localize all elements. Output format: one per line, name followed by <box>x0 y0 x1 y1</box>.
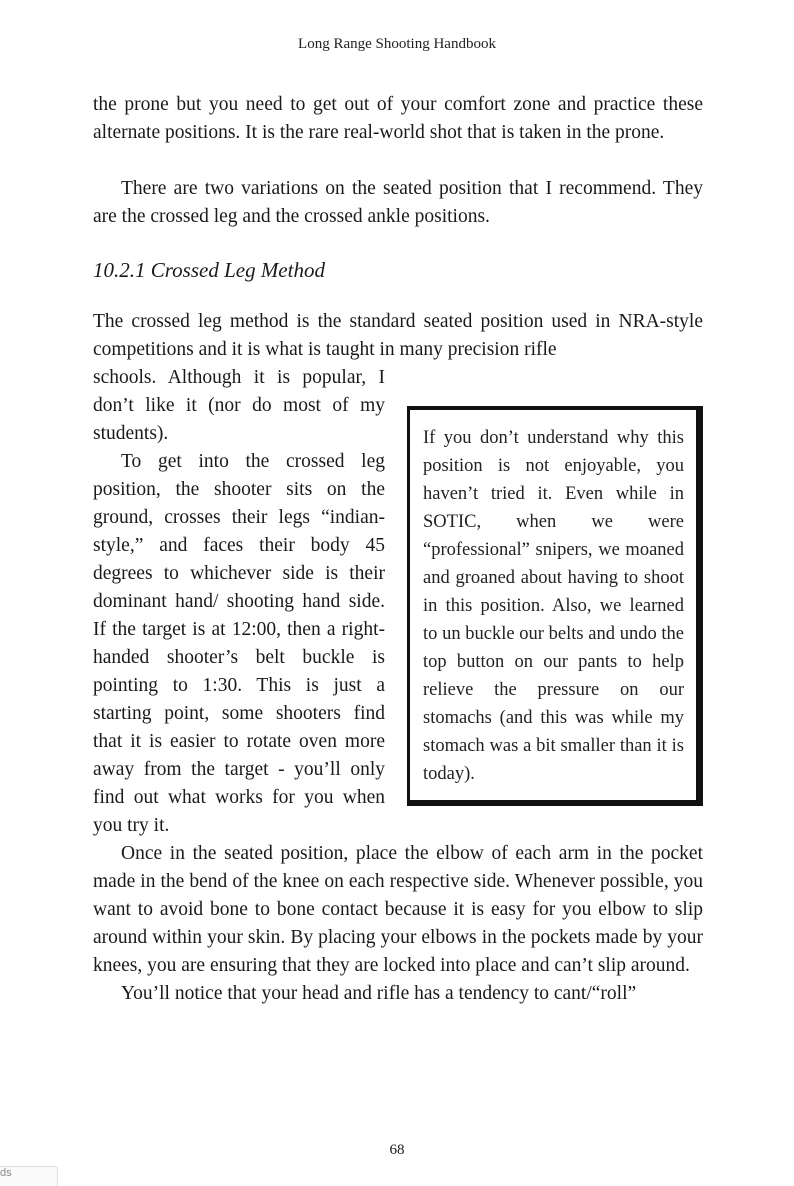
paragraph-continued: the prone but you need to get out of your comfort zone and practice these alternate positions. It is the rare real-world shot that is taken in the prone. <box>93 94 703 143</box>
sidebar-note-box: If you don’t understand why this position is not enjoyable, you haven’t tried it. Even while in SOTIC, when we were “professional” snipers, we moaned and groaned about having to shoot in this position. Also, we learned to un buckle our belts and undo the top button on our pants to help relieve the pressure on our stomachs (and this was while my stomach was a bit smaller than it is today). <box>407 406 703 806</box>
paragraph-intro: schools. Although it is popular, I don’t like it (nor do most of my students). <box>93 367 385 444</box>
paragraph-get-into-position: To get into the crossed leg position, the shooter sits on the ground, crosses their legs “indian-style,” and faces their body 45 degrees to whichever side is their dominant hand/ shooting hand side. If the target is at 12:00, then a right-handed shooter’s belt buckle is pointing to 1:30. This is just a starting point, some shooters find that it is easier to rotate oven more away from the target - you’ll only find out what works for you when you try it. <box>93 451 385 836</box>
paragraph-cant-roll: You’ll notice that your head and rifle has a tendency to cant/“roll” <box>121 983 637 1004</box>
running-header: Long Range Shooting Handbook <box>298 36 496 52</box>
paragraph-intro-first-lines: The crossed leg method is the standard seated position used in NRA-style competitions and it is what is taught in many precision rifle <box>93 311 703 360</box>
section-heading: 10.2.1 Crossed Leg Method <box>93 258 325 282</box>
paragraph-elbow-placement: Once in the seated position, place the elbow of each arm in the pocket made in the bend of the knee on each respective side. Whenever possible, you want to avoid bone to bone contact because it is easy for you elbow to slip around within your skin. By placing your elbows in the pockets made by your knees, you are ensuring that they are locked into place and can’t slip around. <box>93 843 703 976</box>
page-number: 68 <box>389 1142 405 1158</box>
corner-tab[interactable]: ds <box>0 1166 58 1186</box>
paragraph-seated-variations: There are two variations on the seated position that I recommend. They are the crossed leg and the crossed ankle positions. <box>93 178 703 227</box>
wrapped-column <box>93 364 703 1008</box>
